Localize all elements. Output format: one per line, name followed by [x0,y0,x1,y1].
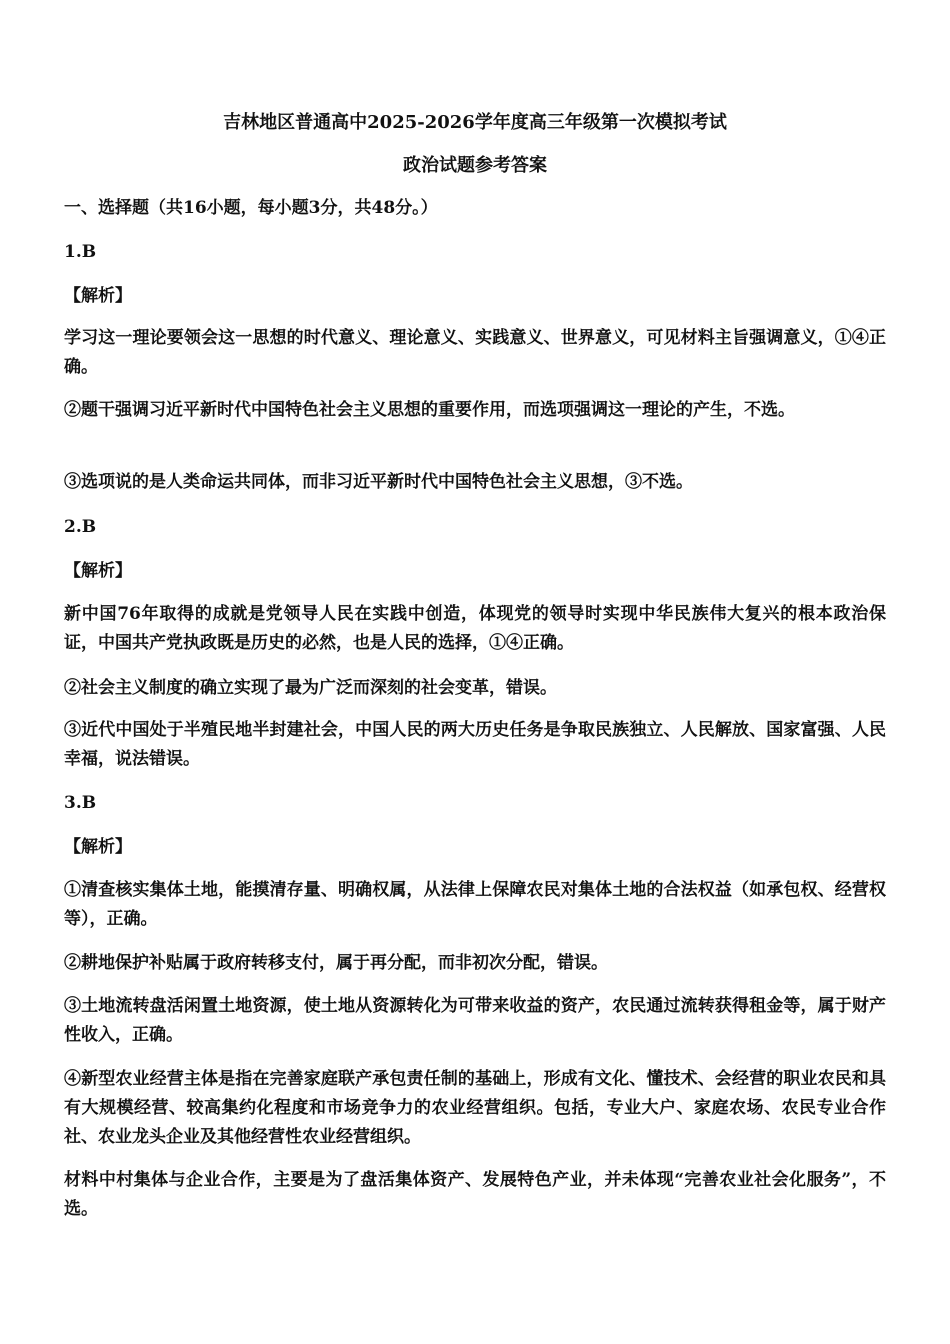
q3-paragraph-4: ④新型农业经营主体是指在完善家庭联产承包责任制的基础上，形成有文化、懂技术、会经营的职业农民和具有大规模经营、较高集约化程度和市场竞争力的农业经营组织。包括，专业大户、家庭农场、农民专业合作社、农业龙头企业及其他经营性农业经营组织。 [64,1069,886,1147]
q2-paragraph-3: ③近代中国处于半殖民地半封建社会，中国人民的两大历史任务是争取民族独立、人民解放、国家富强、人民幸福，说法错误。 [64,720,886,769]
q1-answer: 1.B [64,242,97,262]
q2-analysis-label: 【解析】 [64,561,132,581]
q2-answer: 2.B [64,517,97,537]
q3-paragraph-3: ③土地流转盘活闲置土地资源，使土地从资源转化为可带来收益的资产，农民通过流转获得租金等，属于财产性收入，正确。 [64,996,886,1045]
document-subtitle: 政治试题参考答案 [403,155,547,176]
q3-paragraph-5: 材料中村集体与企业合作，主要是为了盘活集体资产、发展特色产业，并未体现“完善农业社会化服务”，不选。 [64,1170,886,1219]
q3-analysis-label: 【解析】 [64,837,132,857]
q1-paragraph-2: ②题干强调习近平新时代中国特色社会主义思想的重要作用，而选项强调这一理论的产生，不选。 [64,400,795,420]
q2-paragraph-1: 新中国76年取得的成就是党领导人民在实践中创造，体现党的领导时实现中华民族伟大复兴的根本政治保证，中国共产党执政既是历史的必然，也是人民的选择，①④正确。 [64,604,886,653]
q1-paragraph-1: 学习这一理论要领会这一思想的时代意义、理论意义、实践意义、世界意义，可见材料主旨强调意义，①④正确。 [64,328,886,377]
q1-paragraph-3: ③选项说的是人类命运共同体，而非习近平新时代中国特色社会主义思想，③不选。 [64,472,693,492]
q1-analysis-label: 【解析】 [64,286,132,306]
q3-paragraph-1: ①清查核实集体土地，能摸清存量、明确权属，从法律上保障农民对集体土地的合法权益（如承包权、经营权等），正确。 [64,880,886,929]
document-title: 吉林地区普通高中2025-2026学年度高三年级第一次模拟考试 [223,112,727,133]
q2-paragraph-2: ②社会主义制度的确立实现了最为广泛而深刻的社会变革，错误。 [64,678,557,698]
q3-answer: 3.B [64,793,97,813]
section-heading: 一、选择题（共16小题，每小题3分，共48分。） [64,198,438,218]
q3-paragraph-2: ②耕地保护补贴属于政府转移支付，属于再分配，而非初次分配，错误。 [64,953,608,973]
